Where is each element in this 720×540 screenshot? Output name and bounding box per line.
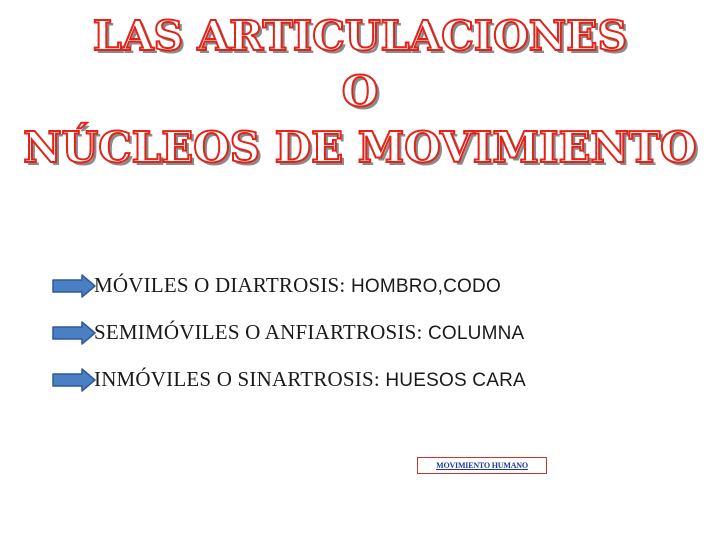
list-item-separator: : <box>416 320 423 344</box>
right-arrow-icon <box>52 321 96 345</box>
list-item-text <box>94 367 526 392</box>
list-item-term: INMÓVILES O SINARTROSIS <box>94 367 374 391</box>
list-item-value: HUESOS CARA <box>379 370 526 391</box>
list-item-value: HOMBRO,CODO <box>345 276 501 297</box>
list-item-separator: : <box>339 273 346 297</box>
list-item-text <box>94 320 524 345</box>
title-line-3: NÚCLEOS DE MOVIMIENTO <box>23 123 697 172</box>
list-item-separator: : <box>373 367 380 391</box>
list-item <box>52 356 692 403</box>
list-item-text <box>94 273 501 298</box>
joint-types-list <box>52 262 692 403</box>
title-line-2: O <box>341 67 379 116</box>
list-item-term: SEMIMÓVILES O ANFIARTROSIS <box>94 320 417 344</box>
slide-title <box>0 8 720 176</box>
right-arrow-icon <box>52 368 96 392</box>
right-arrow-icon <box>52 274 96 298</box>
list-item-value: COLUMNA <box>422 323 525 344</box>
movimiento-humano-link[interactable] <box>417 457 547 474</box>
title-line-1: LAS ARTICULACIONES <box>92 12 628 60</box>
list-item <box>52 309 692 356</box>
list-item-term: MÓVILES O DIARTROSIS <box>94 273 340 297</box>
link-label: MOVIMIENTO HUMANO <box>436 461 528 470</box>
list-item <box>52 262 692 309</box>
